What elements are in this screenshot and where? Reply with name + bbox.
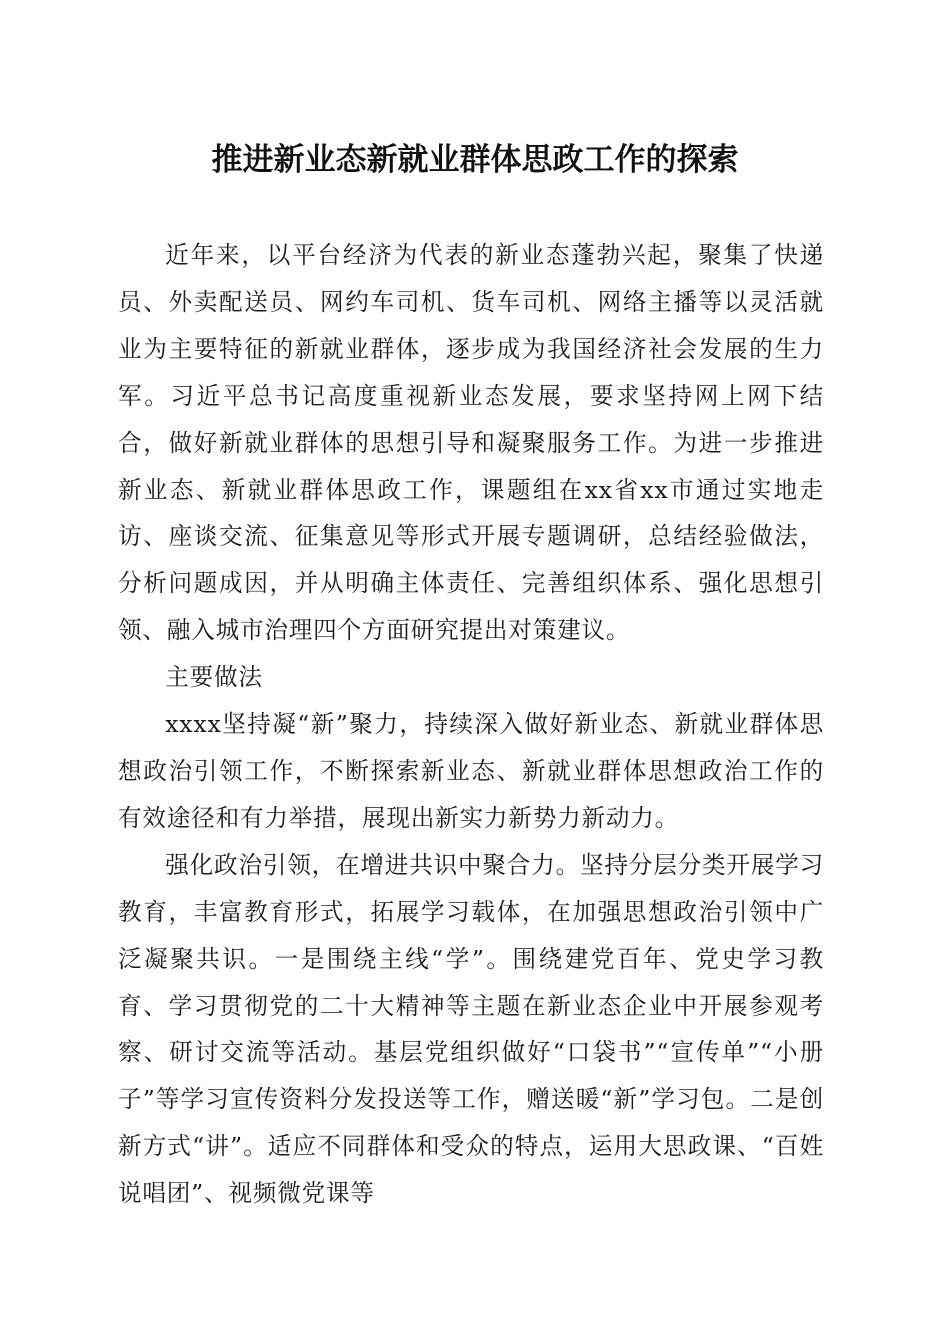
document-body bbox=[118, 232, 824, 1217]
political-guidance-paragraph: 强化政治引领，在增进共识中聚合力。坚持分层分类开展学习教育，丰富教育形式，拓展学习载体，在加强思想政治引领中广泛凝聚共识。一是围绕主线“学”。围绕建党百年、党史学习教育、学习贯彻党的二十大精神等主题在新业态企业中开展参观考察、研讨交流等活动。基层党组织做好“口袋书”“宣传单”“小册子”等学习宣传资料分发投送等工作，赠送暖“新”学习包。二是创新方式“讲”。适应不同群体和受众的特点，运用大思政课、“百姓说唱团”、视频微党课等 bbox=[118, 850, 824, 1208]
document-title: 推进新业态新就业群体思政工作的探索 bbox=[211, 142, 739, 178]
section-heading-main-practices: 主要做法 bbox=[165, 663, 263, 692]
intro-paragraph: 近年来，以平台经济为代表的新业态蓬勃兴起，聚集了快递员、外卖配送员、网约车司机、货车司机、网络主播等以灵活就业为主要特征的新就业群体，逐步成为我国经济社会发展的生力军。习近平总书记高度重视新业态发展，要求坚持网上网下结合，做好新就业群体的思想引导和凝聚服务工作。为进一步推进新业态、新就业群体思政工作，课题组在xx省xx市通过实地走访、座谈交流、征集意见等形式开展专题调研，总结经验做法，分析问题成因，并从明确主体责任、完善组织体系、强化思想引领、融入城市治理四个方面研究提出对策建议。 bbox=[118, 241, 824, 645]
overview-paragraph: xxxx坚持凝“新”聚力，持续深入做好新业态、新就业群体思想政治引领工作，不断探索新业态、新就业群体思想政治工作的有效途径和有力举措，展现出新实力新势力新动力。 bbox=[118, 710, 824, 832]
